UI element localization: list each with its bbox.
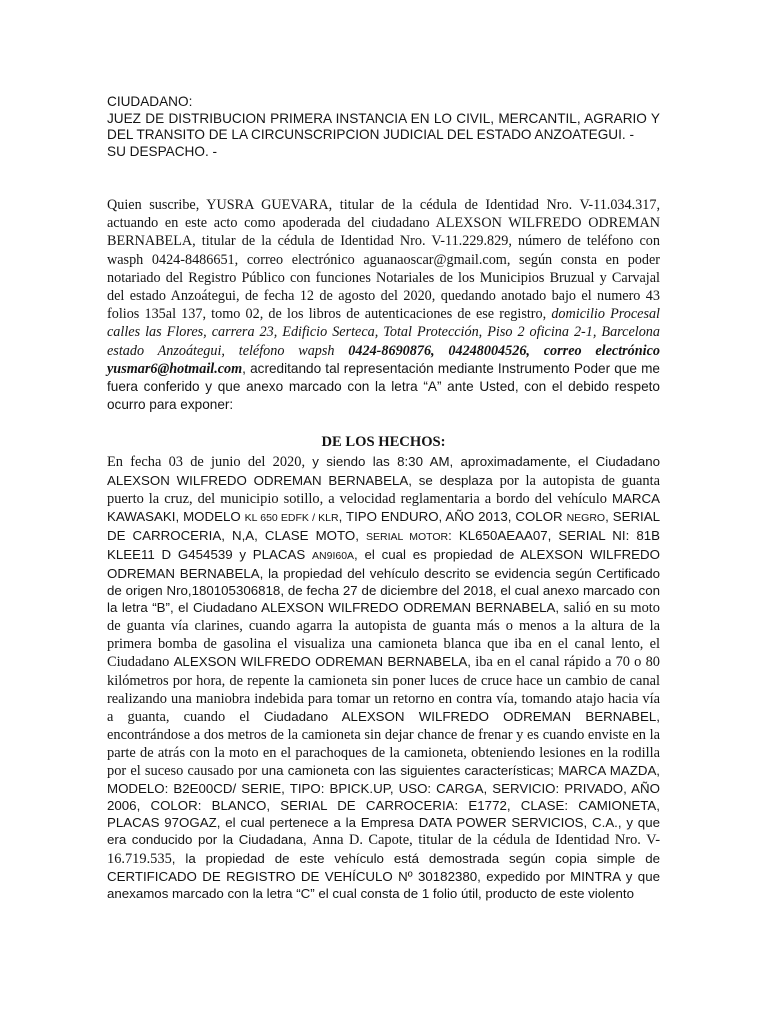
spacer bbox=[107, 160, 660, 196]
addressee-court: JUEZ DE DISTRIBUCION PRIMERA INSTANCIA EN LO CIVIL, MERCANTIL, AGRARIO Y DEL TRANSITO DE LA CIRCUNSCRIPCION JUDICIAL DEL ESTADO ANZOATEGUI. - bbox=[107, 110, 660, 142]
facts-text: : KL650AEAA07, SERIAL NI: 81B KLEE11 D G454539 y PLACAS bbox=[107, 527, 661, 562]
facts-text: MARCA KAWASAKI, MODELO bbox=[107, 490, 660, 524]
addressee-office: SU DESPACHO. - bbox=[107, 143, 218, 159]
facts-text: encontrándose a dos metros de la camioneta sin dejar chance de frenar y es cuando enviste en la parte de atrás con la moto en el parachoques de la camioneta, obteniendo lesiones en la rodilla por el suceso causado por bbox=[107, 726, 660, 780]
intro-text: Quien suscribe, YUSRA GUEVARA, titular de la cédula de Identidad Nro. V-11.034.317, actuando en este acto como apoderada del ciudadano ALEXSON WILFREDO ODREMAN BERNABELA, titular de la cédula de Identidad Nro. V-11.229.829, número de teléfono con wasph 0424-8486651, correo electrónico aguanaoscar@gmail.com, según consta en poder notariado del Registro Público con funciones Notariales de los Municipios Bruzual y Carvajal del estado Anzoátegui, de fecha 12 de agosto del 2020, quedando anotado bajo el numero 43 folios 135al 137, tomo 02, de los libros de autenticaciones de ese registro, bbox=[107, 197, 660, 323]
facts-text: y siendo las 8:30 AM, aproximadamente, el Ciudadano ALEXSON WILFREDO ODREMAN BERNABELA, se desplaza bbox=[107, 454, 660, 488]
facts-text: por la autopista de guanta puerto la cruz, del municipio sotillo, a velocidad reglamentaria a bordo del vehículo bbox=[107, 472, 661, 507]
facts-text: NEGRO bbox=[566, 511, 606, 524]
addressee-salutation: CIUDADANO: bbox=[107, 94, 193, 109]
intro-paragraph bbox=[107, 196, 660, 414]
facts-text: KL 650 EDFK / KLR bbox=[244, 511, 339, 524]
intro-contact: 0424-8690876, 04248004526, correo electrónico yusmar6@hotmail.com bbox=[107, 342, 660, 377]
facts-text: Anna D. Capote, titular de la cédula de Identidad Nro. V- 16.719.535 bbox=[107, 832, 660, 867]
facts-text: Ciudadano ALEXSON WILFREDO ODREMAN BERNABEL, bbox=[263, 708, 660, 724]
intro-domicile: domicilio Procesal calles las Flores, carrera 23, Edificio Serteca, Total Protección, Piso 2 oficina 2-1, Barcelona estado Anzoátegui, teléfono wapsh bbox=[107, 306, 660, 359]
facts-text: SERIAL MOTOR bbox=[366, 530, 449, 543]
addressee-block bbox=[107, 94, 660, 160]
facts-text: , SERIAL DE CARROCERIA, N,A, CLASE MOTO, bbox=[107, 508, 661, 543]
facts-text: , la propiedad de este vehículo está demostrada según copia simple de CERTIFICADO DE REGISTRO DE VEHÍCULO Nº 30182380, expedido por MINTRA y que anexamos marcado con la letra “C” el cual consta de 1 folio útil, producto de este violento bbox=[107, 850, 660, 901]
section-heading: DE LOS HECHOS: bbox=[321, 434, 446, 451]
facts-text: , el cual es propiedad de ALEXSON WILFREDO ODREMAN BERNABELA, la propiedad del vehículo descrito se evidencia según Certificado de origen Nro,180105306818, de fecha 27 de diciembre del 2018, el cual anexo marcado con la letra “B”, el Ciudadano ALEXSON WILFREDO ODREMAN BERNABELA, bbox=[107, 546, 660, 616]
facts-text: AN9I60A bbox=[312, 549, 355, 562]
facts-paragraph bbox=[107, 453, 660, 901]
document-page bbox=[107, 94, 660, 902]
facts-text: En fecha 03 de junio del 2020, bbox=[107, 454, 313, 471]
facts-text: salió en su moto de guanta vía clarines, cuando agarra la autopista de guanta más o menos a la altura de la primera bomba de gasolina el visualiza una camioneta blanca que iba en el canal lento, el Ciudadano bbox=[107, 600, 660, 671]
facts-text: una camioneta con las siguientes características; MARCA MAZDA, MODELO: B2E00CD/ SERIE, TIPO: BPICK.UP, USO: CARGA, SERVICIO: PRIVADO, AÑO 2006, COLOR: BLANCO, SERIAL DE CARROCERIA: E1772, CLASE: CAMIONETA, PLACAS 97OGAZ, el cual pertenece a la Empresa DATA POWER SERVICIOS, C.A., y que era conducido por la Ciudadana, bbox=[107, 763, 661, 848]
facts-text: iba en el canal rápido a 70 o 80 kilómetros por hora, de repente la camioneta sin poner luces de cruce hace un cambio de canal realizando una maniobra indebida para tomar un retorno en contra vía, tomando atajo hacia vía a guanta, cuando el bbox=[107, 654, 660, 725]
intro-closing: , acreditando tal representación mediante Instrumento Poder que me fuera conferido y que anexo marcado con la letra “A” ante Usted, con el debido respeto ocurro para exponer: bbox=[107, 360, 660, 413]
facts-text: ALEXSON WILFREDO ODREMAN BERNABELA, bbox=[173, 654, 476, 670]
facts-text: , TIPO ENDURO, AÑO 2013, COLOR bbox=[338, 508, 567, 524]
